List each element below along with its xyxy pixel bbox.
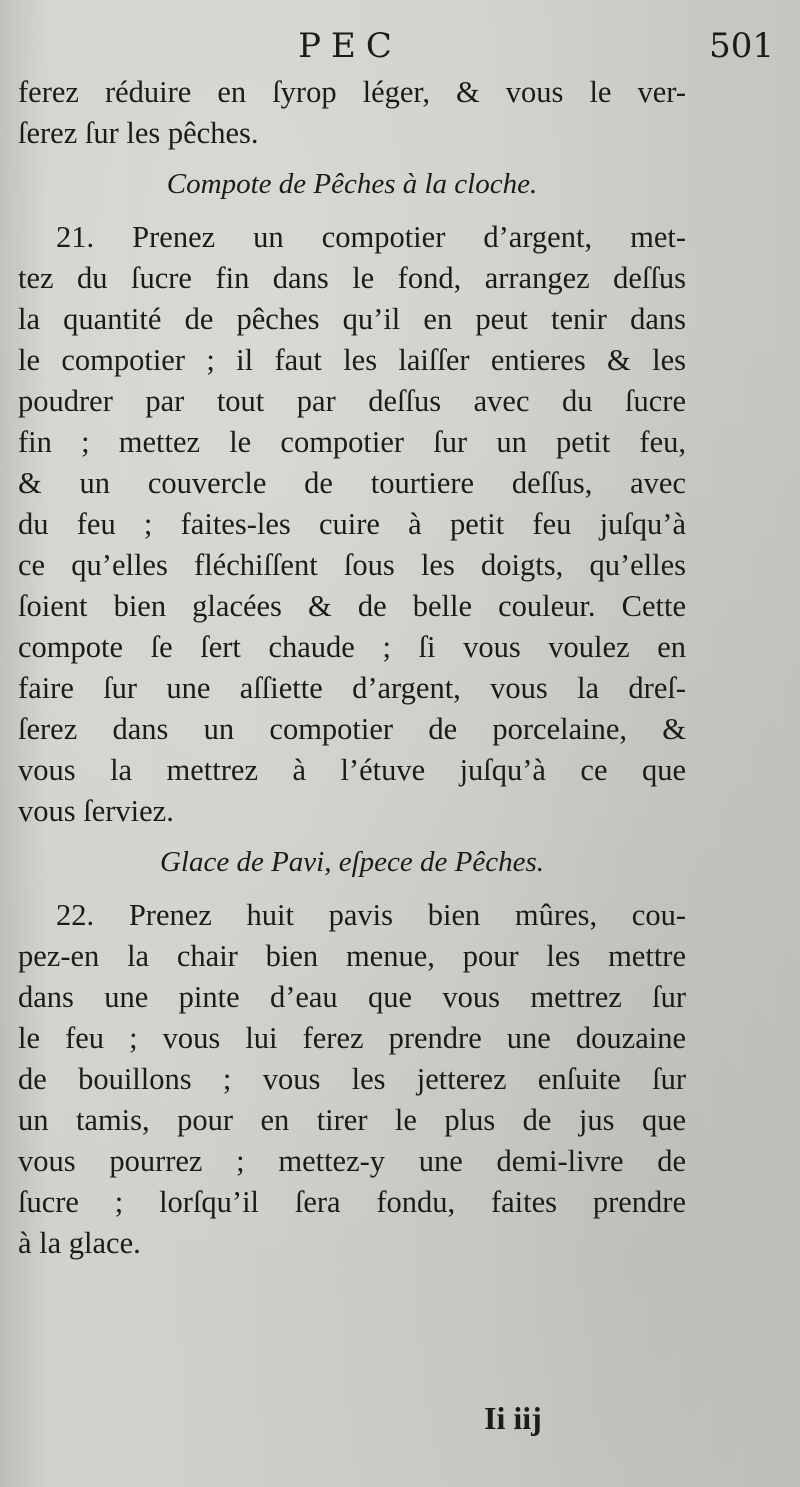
text-line: le feu ; vous lui ferez prendre une douzaine (18, 1021, 686, 1055)
text-line: de bouillons ; vous les jetterez enſuite ſur (18, 1062, 686, 1096)
text-line: 21. Prenez un compotier d’argent, met- (56, 220, 686, 254)
intro-paragraph (18, 72, 686, 154)
text-line: ſucre ; lorſqu’il ſera fondu, faites prendre (18, 1185, 686, 1219)
text-line: la quantité de pêches qu’il en peut tenir dans (18, 302, 686, 336)
recipe-22-paragraph (18, 895, 686, 1264)
text-line: tez du ſucre fin dans le fond, arrangez deſſus (18, 261, 686, 295)
text-line: le compotier ; il faut les laiſſer entieres & les (18, 343, 686, 377)
text-line: vous ſerviez. (18, 794, 174, 828)
page-number: 501 (709, 26, 774, 66)
text-line: poudrer par tout par deſſus avec du ſucre (18, 384, 686, 418)
body-text (18, 72, 686, 1264)
text-line: 22. Prenez huit pavis bien mûres, cou- (56, 898, 686, 932)
text-line: ſerez ſur les pêches. (18, 116, 259, 150)
text-line: ferez réduire en ſyrop léger, & vous le ver- (18, 75, 686, 109)
recipe-21-paragraph (18, 217, 686, 832)
section-heading-glace: Glace de Pavi, eſpece de Pêches. (159, 846, 545, 878)
text-line: vous la mettrez à l’étuve juſqu’à ce que (18, 753, 686, 787)
section-heading-compote: Compote de Pêches à la cloche. (166, 168, 538, 200)
text-line: du feu ; faites-les cuire à petit feu juſqu’à (18, 507, 686, 541)
text-line: faire ſur une aſſiette d’argent, vous la dreſ- (18, 671, 686, 705)
text-line: ce qu’elles fléchiſſent ſous les doigts, qu’elles (18, 548, 686, 582)
text-line: ſerez dans un compotier de porcelaine, & (18, 712, 686, 746)
text-line: dans une pinte d’eau que vous mettrez ſur (18, 980, 686, 1014)
text-line: un tamis, pour en tirer le plus de jus que (18, 1103, 686, 1137)
text-line: à la glace. (18, 1226, 141, 1260)
running-head (0, 20, 800, 72)
text-line: compote ſe ſert chaude ; ſi vous voulez en (18, 630, 686, 664)
signature-mark: Ii iij (484, 1400, 542, 1436)
running-title: PEC (298, 26, 402, 66)
text-line: vous pourrez ; mettez-y une demi-livre de (18, 1144, 686, 1178)
text-line: & un couvercle de tourtiere deſſus, avec (18, 466, 686, 500)
text-line: fin ; mettez le compotier ſur un petit feu, (18, 425, 686, 459)
text-line: pez-en la chair bien menue, pour les mettre (18, 939, 686, 973)
text-line: ſoient bien glacées & de belle couleur. Cette (18, 589, 686, 623)
